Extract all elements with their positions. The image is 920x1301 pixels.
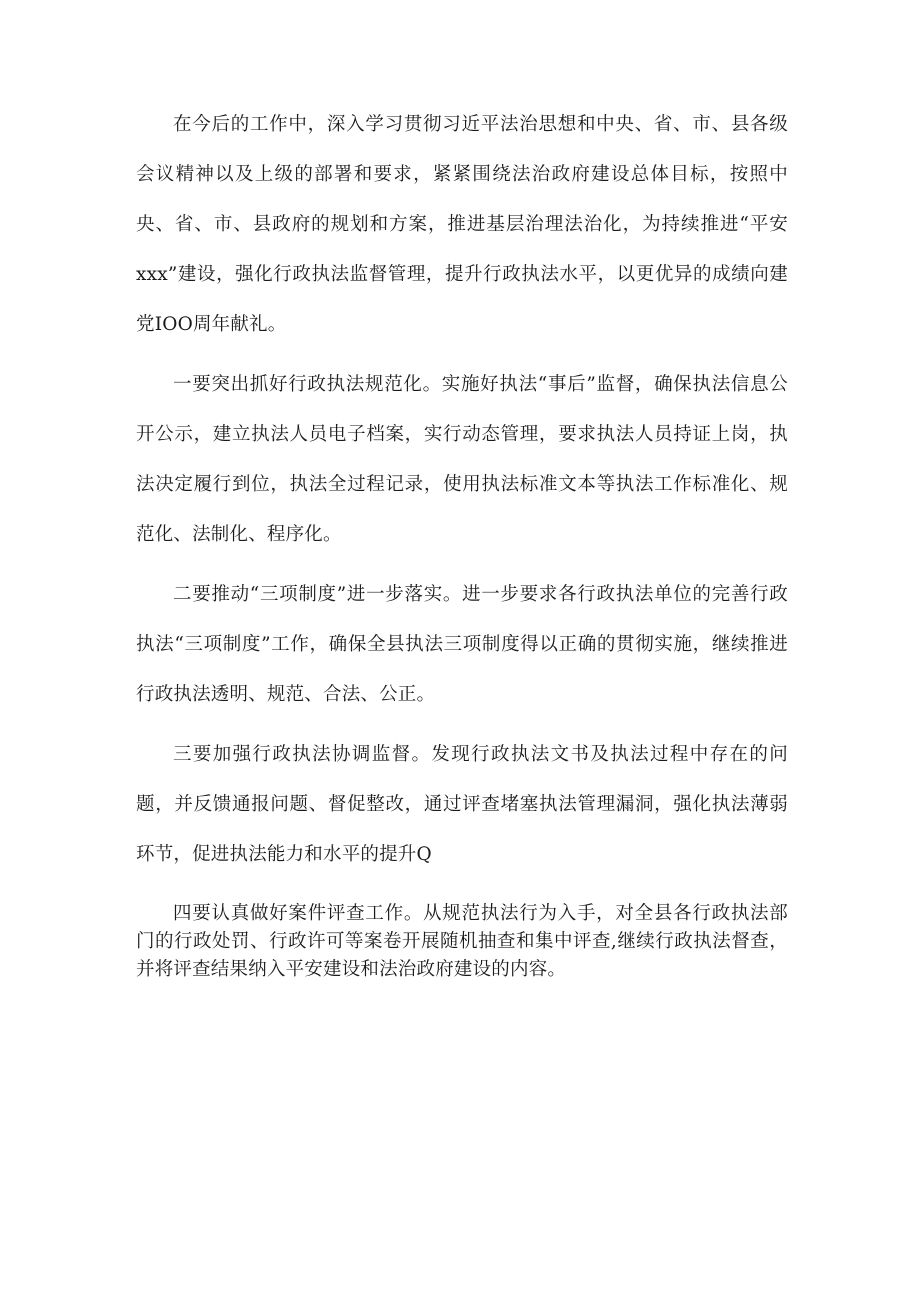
paragraph-point-1: 一要突出抓好行政执法规范化。实施好执法“事后”监督，确保执法信息公开公示，建立执法人员电子档案，实行动态管理，要求执法人员持证上岗，执法决定履行到位，执法全过程记录，使用执法标准文本等执法工作标准化、规范化、法制化、程序化。 [136, 374, 788, 545]
document-body [136, 100, 788, 984]
paragraph-intro: 在今后的工作中，深入学习贯彻习近平法治思想和中央、省、市、县各级会议精神以及上级的部署和要求，紧紧围绕法治政府建设总体目标，按照中央、省、市、县政府的规划和方案，推进基层治理法治化，为持续推进“平安xxx”建设，强化行政执法监督管理，提升行政执法水平，以更优异的成绩向建党IOO周年献礼。 [136, 114, 788, 335]
paragraph-point-2: 二要推动“三项制度”进一步落实。进一步要求各行政执法单位的完善行政执法“三项制度”工作，确保全县执法三项制度得以正确的贯彻实施，继续推进行政执法透明、规范、合法、公正。 [136, 584, 788, 705]
paragraph-point-4: 四要认真做好案件评查工作。从规范执法行为入手，对全县各行政执法部门的行政处罚、行政许可等案卷开展随机抽查和集中评查,继续行政执法督查，并将评查结果纳入平安建设和法治政府建设的内容。 [136, 903, 788, 980]
paragraph-point-3: 三要加强行政执法协调监督。发现行政执法文书及执法过程中存在的问题，并反馈通报问题、督促整改，通过评查堵塞执法管理漏洞，强化执法薄弱环节，促进执法能力和水平的提升Q [136, 744, 788, 865]
